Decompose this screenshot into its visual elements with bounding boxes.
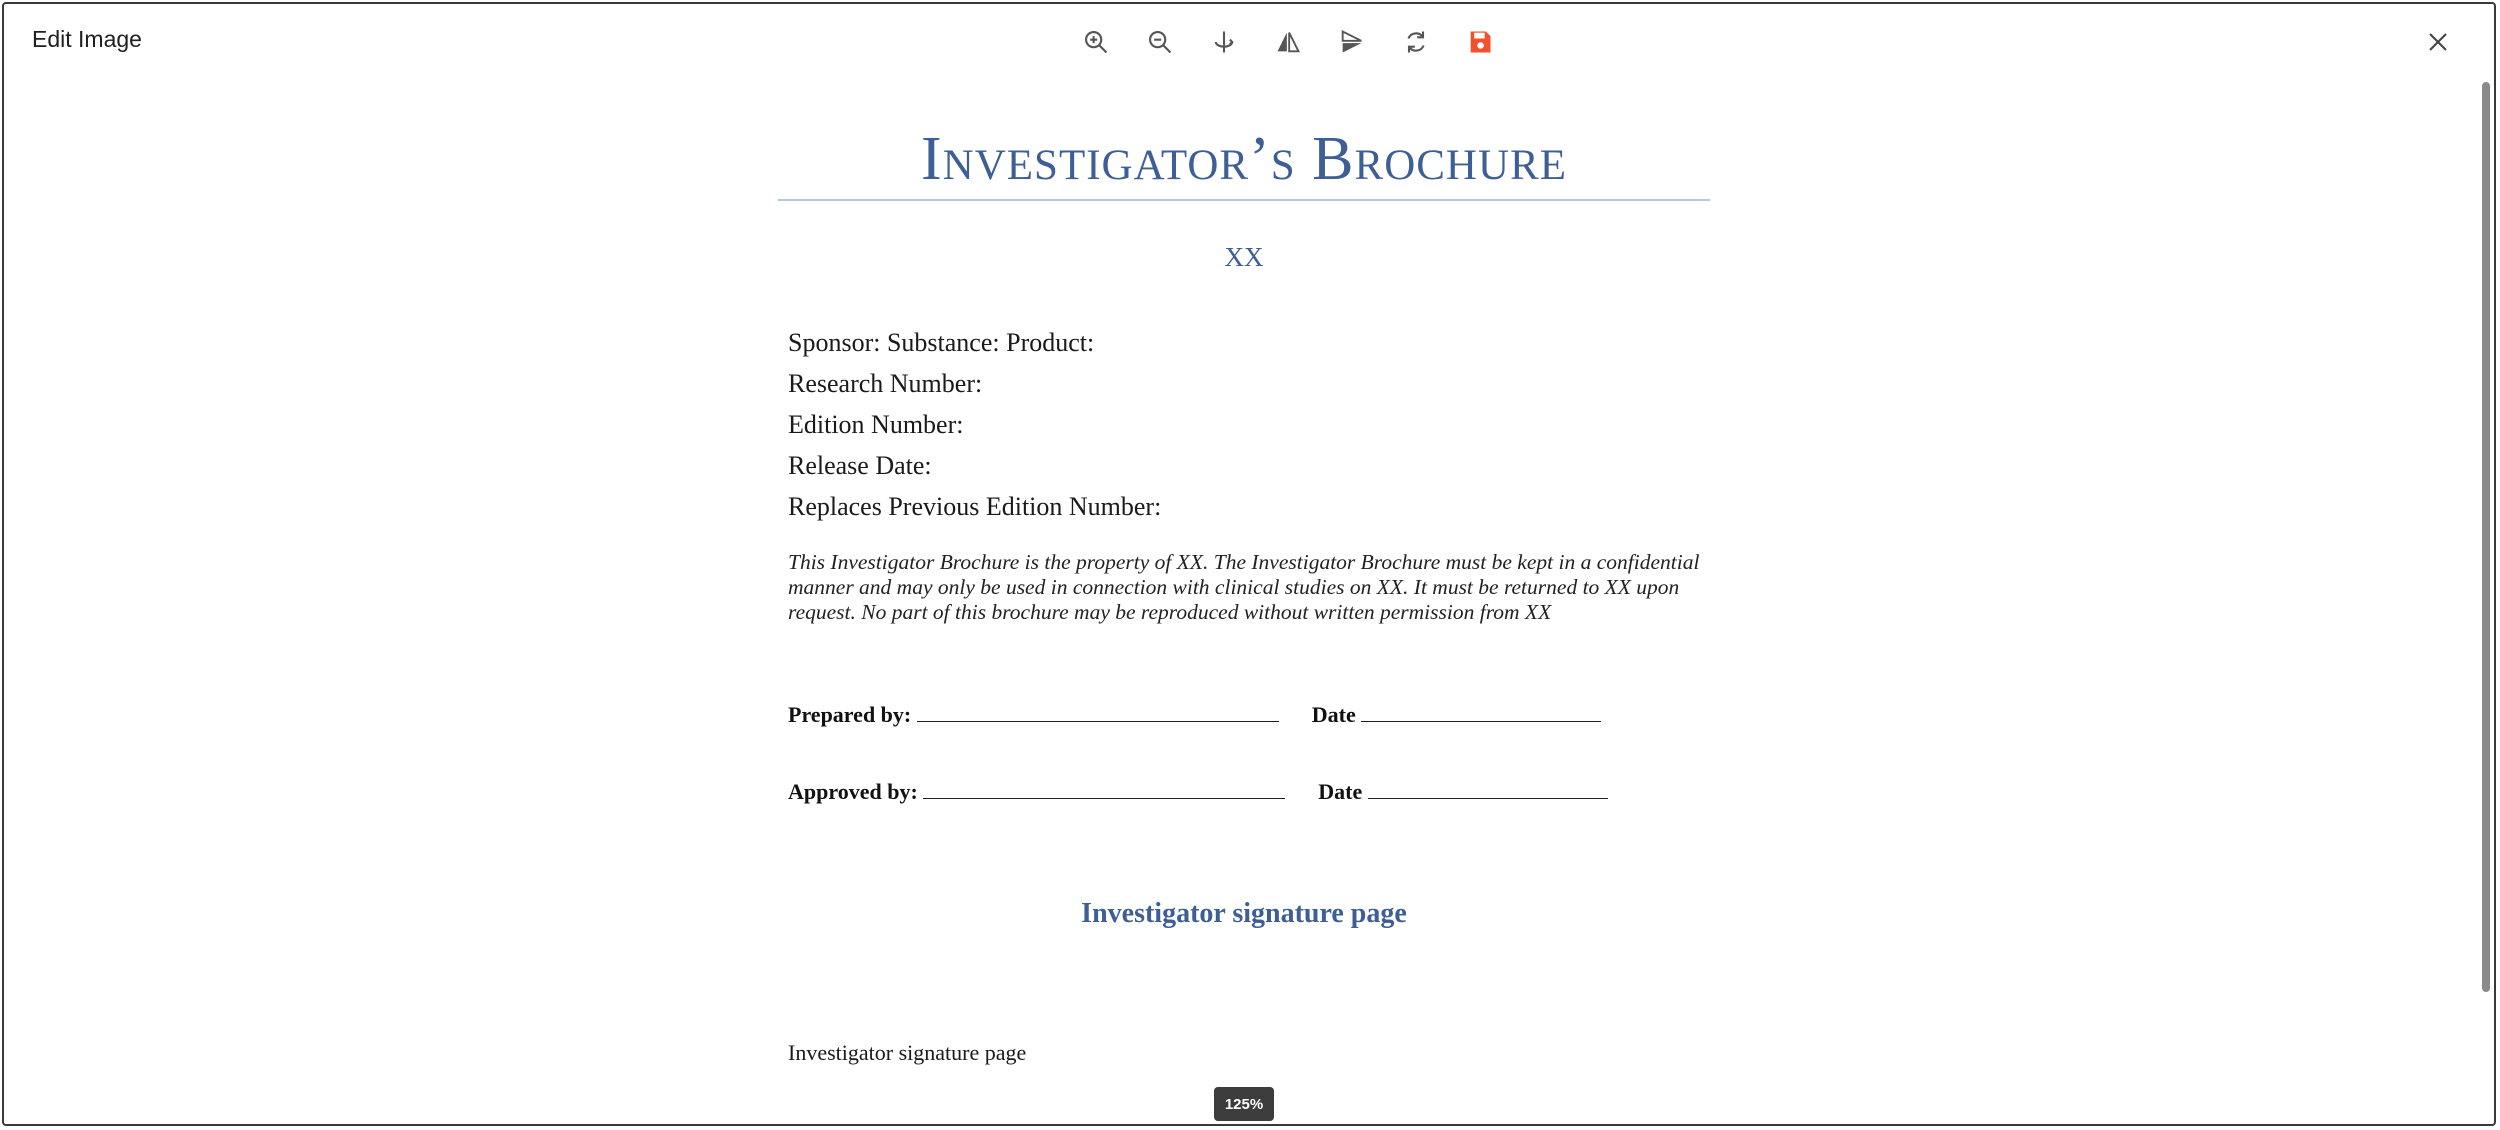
signature-section-heading: Investigator signature page [1081,898,1407,929]
dialog-title: Edit Image [32,26,142,52]
signature-page-text: Investigator signature page [788,1040,1027,1065]
zoom-in-icon [1082,28,1110,56]
prepared-by-label: Prepared by: [788,702,912,727]
field-replaces-edition: Replaces Previous Edition Number: [788,492,1162,521]
mirror-icon [1274,28,1302,56]
field-research-number: Research Number: [788,369,983,398]
close-icon [2426,30,2450,54]
zoom-out-button[interactable] [1140,22,1180,62]
prepared-date-line [1361,702,1601,722]
title-divider [778,199,1710,201]
approved-date-line [1368,779,1608,799]
save-button[interactable] [1460,22,1500,62]
prepared-date-label: Date [1311,702,1356,727]
mirror-button[interactable] [1268,22,1308,62]
approved-date-label: Date [1318,779,1363,804]
document-preview [774,104,1734,1126]
image-toolbar [1076,22,1524,62]
flip-vertical-button[interactable] [1332,22,1372,62]
close-button[interactable] [2420,24,2456,60]
field-sponsor: Sponsor: Substance: Product: [788,328,1095,357]
scrollbar-thumb[interactable] [2482,82,2490,992]
flip-horizontal-axis-icon [1210,28,1238,56]
approved-by-label: Approved by: [788,779,918,804]
document-subtitle: XX [1224,242,1264,272]
zoom-out-icon [1146,28,1174,56]
save-icon [1466,28,1494,56]
field-list [788,322,1161,527]
field-release-date: Release Date: [788,451,932,480]
prepared-by-line [917,702,1279,722]
approved-by-row [788,779,1608,805]
prepared-by-row [788,702,1601,728]
confidentiality-notice: This Investigator Brochure is the property of XX. The Investigator Brochure must be kept in a confidential manner and may only be used in connection with clinical studies on XX. It must be returned to XX upon request. No part of this brochure may be reproduced without written permission from XX [788,550,1700,624]
document-title: Investigator’s Brochure [921,125,1567,193]
zoom-in-button[interactable] [1076,22,1116,62]
flip-vertical-icon [1338,28,1366,56]
zoom-level-badge: 125% [1214,1087,1274,1121]
rotate-icon [1402,28,1430,56]
rotate-button[interactable] [1396,22,1436,62]
approved-by-line [923,779,1285,799]
field-edition-number: Edition Number: [788,410,964,439]
flip-axis-button[interactable] [1204,22,1244,62]
edit-image-dialog [2,2,2496,1126]
